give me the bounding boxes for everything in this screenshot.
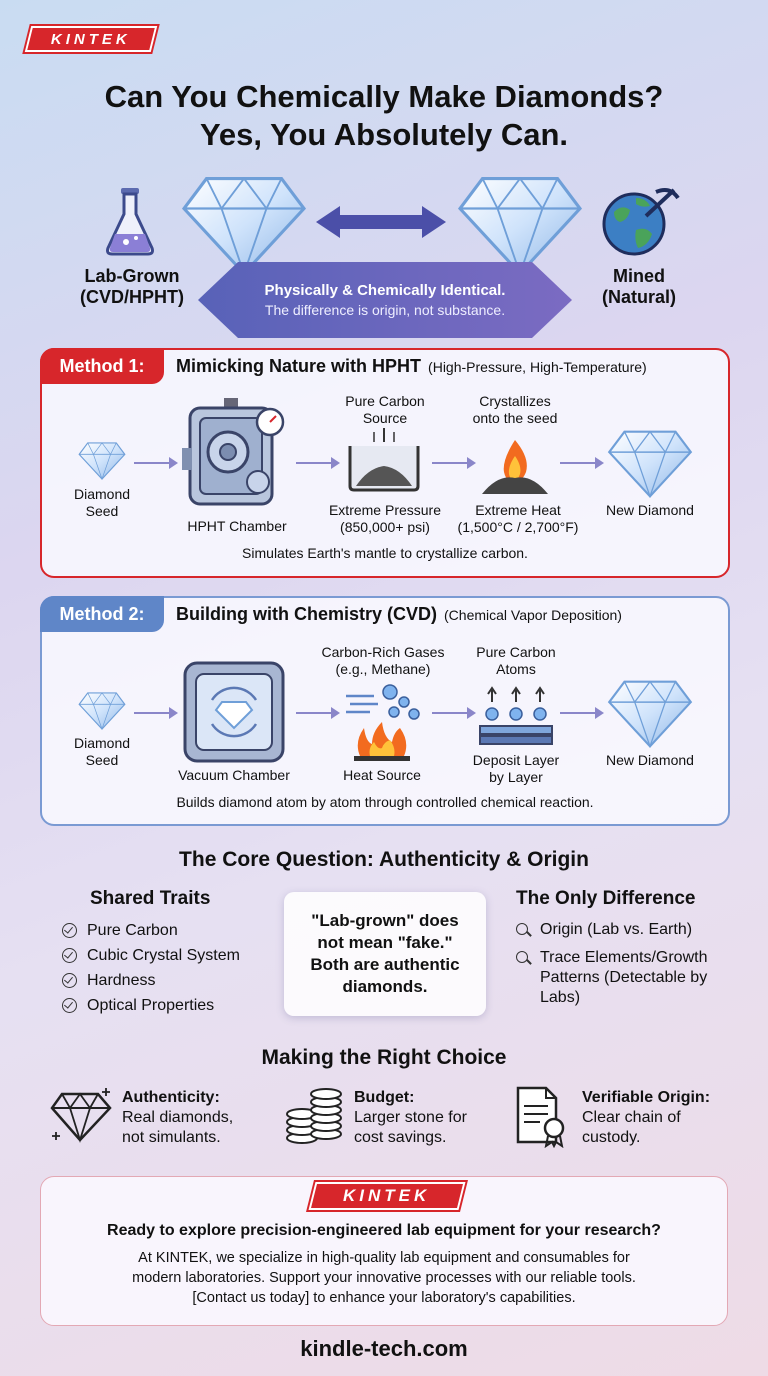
trait-item: Hardness [62, 968, 240, 993]
shared-traits-heading: Shared Traits [90, 888, 211, 909]
trait-item: Optical Properties [62, 993, 240, 1018]
mined-label: Mined (Natural) [601, 266, 676, 307]
arrow [296, 712, 338, 714]
choice-budget: Budget: Larger stone for cost savings. [354, 1089, 467, 1146]
check-icon [62, 923, 77, 938]
flame-icon [478, 436, 552, 496]
cta-body: At KINTEK, we specialize in high-quality lab equipment and consumables for modern laboratories. Support your innovative processes with our reliable tools. [Contact us today] to enhance your laboratory's capabilities. [132, 1250, 636, 1306]
check-icon [62, 973, 77, 988]
atoms-label: Pure Carbon Atoms [476, 644, 556, 677]
lab-grown-label: Lab-Grown (CVD/HPHT) [80, 266, 184, 307]
method1-caption: Simulates Earth's mantle to crystallize carbon. [242, 545, 528, 561]
certificate-icon [514, 1084, 574, 1148]
choice-authenticity: Authenticity: Real diamonds, not simulants. [122, 1089, 234, 1146]
banner-title: Physically & Chemically Identical. [264, 282, 506, 299]
arrow [432, 462, 474, 464]
arrow [560, 462, 602, 464]
new-diamond-icon [606, 430, 694, 498]
difference-item: Trace Elements/Growth Patterns (Detectable by Labs) [516, 948, 732, 1008]
magnifier-icon [516, 923, 528, 935]
kintek-logo: KINTEK [25, 26, 157, 52]
crystallizes-label: Crystallizes onto the seed [472, 393, 558, 426]
shared-traits-list [62, 918, 240, 1018]
difference-list [516, 920, 732, 1008]
heat-source-icon [350, 720, 414, 762]
heat-label: Extreme Heat (1,500°C / 2,700°F) [457, 502, 579, 535]
method2-title: Building with Chemistry (CVD) (Chemical Vapor Deposition) [176, 604, 622, 624]
check-icon [62, 948, 77, 963]
method2-seed-label: Diamond Seed [73, 735, 131, 768]
seed-diamond-icon [78, 692, 126, 730]
arrow [560, 712, 602, 714]
arrow [134, 712, 176, 714]
gases-label: Carbon-Rich Gases (e.g., Methane) [321, 644, 445, 677]
lab-diamond-icon [178, 176, 310, 276]
coins-icon [284, 1088, 344, 1146]
mined-diamond-icon [454, 176, 586, 276]
trait-item: Cubic Crystal System [62, 943, 240, 968]
method2-badge: Method 2: [40, 596, 164, 632]
method1-seed-label: Diamond Seed [73, 486, 131, 519]
arrow [432, 712, 474, 714]
title-line-2: Yes, You Absolutely Can. [199, 117, 569, 152]
deposit-label: Deposit Layer by Layer [472, 752, 560, 785]
choice-heading: Making the Right Choice [261, 1046, 507, 1069]
title-line-1: Can You Chemically Make Diamonds? [104, 79, 664, 114]
quote-text: "Lab-grown" does not mean "fake." Both are authentic diamonds. [310, 911, 460, 996]
kintek-logo: KINTEK [309, 1182, 466, 1210]
cta-heading: Ready to explore precision-engineered lab equipment for your research? [107, 1222, 661, 1239]
gas-molecules-icon [346, 682, 422, 722]
seed-diamond-icon [78, 442, 126, 480]
banner-subtitle: The difference is origin, not substance. [264, 302, 506, 318]
hphx-chamber-icon [180, 396, 290, 512]
only-difference-heading: The Only Difference [516, 888, 696, 909]
pressure-label: Extreme Pressure (850,000+ psi) [328, 502, 442, 535]
method1-badge: Method 1: [40, 348, 164, 384]
footer-url[interactable]: kindle-tech.com [300, 1336, 468, 1361]
new-diamond-icon [606, 680, 694, 748]
page-title [0, 78, 768, 154]
difference-item: Origin (Lab vs. Earth) [516, 920, 732, 940]
vacuum-chamber-icon [182, 660, 286, 764]
magnifier-icon [516, 951, 528, 963]
globe-icon [600, 186, 680, 258]
core-heading: The Core Question: Authenticity & Origin [179, 848, 589, 871]
identity-banner [198, 262, 572, 338]
arrow [134, 462, 176, 464]
hpht-chamber-label: HPHT Chamber [187, 518, 287, 534]
trait-item: Pure Carbon [62, 918, 240, 943]
pressure-vessel-icon [346, 428, 422, 494]
check-icon [62, 998, 77, 1013]
method2-caption: Builds diamond atom by atom through controlled chemical reaction. [176, 794, 594, 810]
diamond-outline-icon [48, 1086, 114, 1144]
quote-box [284, 892, 486, 1016]
method1-result-label: New Diamond [606, 502, 694, 518]
arrow [296, 462, 338, 464]
vacuum-chamber-label: Vacuum Chamber [178, 767, 290, 783]
method1-title: Mimicking Nature with HPHT (High-Pressure, High-Temperature) [176, 356, 647, 376]
flask-icon [102, 186, 158, 258]
double-arrow-icon [316, 204, 446, 240]
heat-source-label: Heat Source [343, 767, 421, 783]
choice-verifiable-origin: Verifiable Origin: Clear chain of custody. [582, 1089, 711, 1146]
method2-result-label: New Diamond [606, 752, 694, 768]
carbon-source-label: Pure Carbon Source [345, 393, 425, 426]
deposit-layer-icon [478, 684, 554, 748]
